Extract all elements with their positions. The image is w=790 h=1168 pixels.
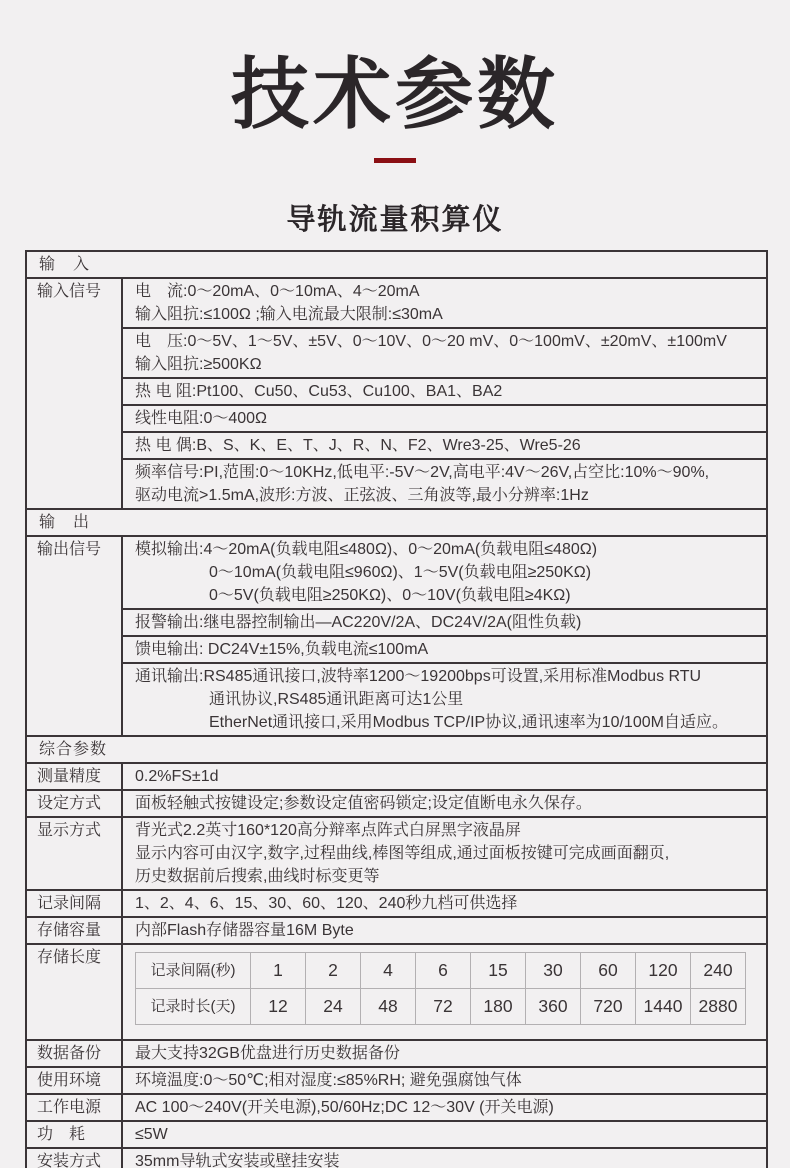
inner-cell: 72 bbox=[416, 988, 471, 1024]
table-row-input-signal bbox=[27, 277, 766, 508]
spec-text-line: 最大支持32GB优盘进行历史数据备份 bbox=[135, 1044, 400, 1062]
spec-item-analog-output bbox=[123, 537, 766, 608]
spec-text-line: 内部Flash存储器容量16M Byte bbox=[135, 921, 354, 939]
table-row-record-interval bbox=[27, 889, 766, 916]
row-value bbox=[123, 891, 766, 916]
row-label: 安装方式 bbox=[27, 1149, 123, 1168]
spec-item-comm-output bbox=[123, 662, 766, 735]
spec-text-line: 驱动电流>1.5mA,波形:方波、正弦波、三角波等,最小分辨率:1Hz bbox=[135, 486, 589, 504]
spec-text-line: 0～10mA(负载电阻≤960Ω)、1～5V(负载电阻≥250KΩ) bbox=[209, 563, 592, 581]
section-header-general: 综合参数 bbox=[27, 735, 766, 762]
inner-cell: 60 bbox=[581, 952, 636, 988]
spec-text-line: 频率信号:PI,范围:0～10KHz,低电平:-5V～2V,高电平:4V～26V,占空比:10%～90%, bbox=[135, 463, 710, 481]
spec-text-line: 输入阻抗:≥500KΩ bbox=[135, 355, 262, 373]
spec-text-line: 背光式2.2英寸160*120高分辩率点阵式白屏黑字液晶屏 bbox=[135, 821, 521, 839]
spec-text-line: 电 流:0～20mA、0～10mA、4～20mA bbox=[135, 282, 420, 300]
row-label: 设定方式 bbox=[27, 791, 123, 816]
row-label: 使用环境 bbox=[27, 1068, 123, 1093]
spec-item-rtd bbox=[123, 377, 766, 404]
row-value bbox=[123, 791, 766, 816]
spec-text-line: 报警输出:继电器控制输出—AC220V/2A、DC24V/2A(阻性负载) bbox=[135, 613, 582, 631]
row-label: 记录间隔 bbox=[27, 891, 123, 916]
table-row-installation bbox=[27, 1147, 766, 1168]
inner-cell: 360 bbox=[526, 988, 581, 1024]
inner-cell: 15 bbox=[471, 952, 526, 988]
inner-cell: 4 bbox=[361, 952, 416, 988]
spec-text-line: 电 压:0～5V、1～5V、±5V、0～10V、0～20 mV、0～100mV、±20mV、±100mV bbox=[135, 332, 727, 350]
table-row bbox=[136, 988, 746, 1024]
spec-text-line: 热 电 偶:B、S、K、E、T、J、R、N、F2、Wre3-25、Wre5-26 bbox=[135, 436, 581, 454]
spec-item bbox=[123, 764, 766, 789]
inner-row-header: 记录间隔(秒) bbox=[136, 952, 251, 988]
spec-text-line: 热 电 阻:Pt100、Cu50、Cu53、Cu100、BA1、BA2 bbox=[135, 382, 503, 400]
inner-cell: 6 bbox=[416, 952, 471, 988]
spec-text-line: 线性电阻:0～400Ω bbox=[135, 409, 268, 427]
inner-cell: 240 bbox=[691, 952, 746, 988]
spec-text-line: 1、2、4、6、15、30、60、120、240秒九档可供选择 bbox=[135, 894, 518, 912]
inner-cell: 120 bbox=[636, 952, 691, 988]
spec-item bbox=[123, 1122, 766, 1147]
section-header-input: 输 入 bbox=[39, 255, 91, 273]
spec-item-voltage bbox=[123, 327, 766, 377]
inner-cell: 1440 bbox=[636, 988, 691, 1024]
spec-text-line: 馈电输出: DC24V±15%,负载电流≤100mA bbox=[135, 640, 429, 658]
table-row-display-method bbox=[27, 816, 766, 889]
row-label: 显示方式 bbox=[27, 818, 123, 889]
page-title: 技术参数 bbox=[230, 50, 559, 138]
spec-item-alarm-output bbox=[123, 608, 766, 635]
spec-item-linear-resistance bbox=[123, 404, 766, 431]
spec-text-line: 35mm导轨式安装或壁挂安装 bbox=[135, 1152, 340, 1168]
row-value bbox=[123, 764, 766, 789]
spec-item bbox=[123, 818, 766, 889]
spec-text-line: 0.2%FS±1d bbox=[135, 767, 219, 785]
row-label: 测量精度 bbox=[27, 764, 123, 789]
row-label: 功 耗 bbox=[27, 1122, 123, 1147]
inner-cell: 24 bbox=[306, 988, 361, 1024]
inner-cell: 48 bbox=[361, 988, 416, 1024]
spec-item bbox=[123, 918, 766, 943]
row-value bbox=[123, 1095, 766, 1120]
storage-length-table bbox=[135, 952, 746, 1025]
spec-text-line: 历史数据前后搜索,曲线时标变更等 bbox=[135, 867, 380, 885]
row-label: 工作电源 bbox=[27, 1095, 123, 1120]
inner-cell: 180 bbox=[471, 988, 526, 1024]
table-row-environment bbox=[27, 1066, 766, 1093]
row-value bbox=[123, 818, 766, 889]
spec-item bbox=[123, 891, 766, 916]
spec-text-line: 通讯协议,RS485通讯距离可达1公里 bbox=[209, 690, 464, 708]
spec-item bbox=[123, 791, 766, 816]
spec-item-current bbox=[123, 279, 766, 327]
product-subtitle: 导轨流量积算仪 bbox=[286, 203, 504, 236]
table-row bbox=[136, 952, 746, 988]
section-header-output: 输 出 bbox=[27, 508, 766, 535]
row-label: 输出信号 bbox=[27, 537, 123, 735]
spec-item-feed-output bbox=[123, 635, 766, 662]
spec-text-line: EtherNet通讯接口,采用Modbus TCP/IP协议,通讯速率为10/100M自适应。 bbox=[209, 713, 728, 731]
spec-text-line: 模拟输出:4～20mA(负载电阻≤480Ω)、0～20mA(负载电阻≤480Ω) bbox=[135, 540, 598, 558]
table-row-setting-method bbox=[27, 789, 766, 816]
spec-table bbox=[25, 250, 768, 1168]
row-value bbox=[123, 1041, 766, 1066]
inner-cell: 2880 bbox=[691, 988, 746, 1024]
row-label: 存储容量 bbox=[27, 918, 123, 943]
table-row-data-backup bbox=[27, 1039, 766, 1066]
row-value bbox=[123, 279, 766, 508]
row-value bbox=[123, 945, 766, 1039]
row-value bbox=[123, 537, 766, 735]
spec-item bbox=[123, 1041, 766, 1066]
spec-text-line: 面板轻触式按键设定;参数设定值密码锁定;设定值断电永久保存。 bbox=[135, 794, 592, 812]
spec-text-line: 0～5V(负载电阻≥250KΩ)、0～10V(负载电阻≥4KΩ) bbox=[209, 586, 571, 604]
spec-item bbox=[123, 1149, 766, 1168]
table-row-accuracy bbox=[27, 762, 766, 789]
inner-cell: 30 bbox=[526, 952, 581, 988]
row-value bbox=[123, 1149, 766, 1168]
row-label: 输入信号 bbox=[27, 279, 123, 508]
spec-item bbox=[123, 1095, 766, 1120]
spec-item-frequency bbox=[123, 458, 766, 508]
inner-cell: 12 bbox=[251, 988, 306, 1024]
spec-item-thermocouple bbox=[123, 431, 766, 458]
inner-cell: 2 bbox=[306, 952, 361, 988]
spec-item bbox=[123, 1068, 766, 1093]
table-row-storage-capacity bbox=[27, 916, 766, 943]
title-underline bbox=[374, 158, 416, 163]
table-row-power-consumption bbox=[27, 1120, 766, 1147]
inner-row-header: 记录时长(天) bbox=[136, 988, 251, 1024]
row-label: 存储长度 bbox=[27, 945, 123, 1039]
row-value bbox=[123, 1068, 766, 1093]
inner-cell: 720 bbox=[581, 988, 636, 1024]
row-value bbox=[123, 918, 766, 943]
row-value bbox=[123, 1122, 766, 1147]
table-row-power-supply bbox=[27, 1093, 766, 1120]
spec-text-line: 显示内容可由汉字,数字,过程曲线,棒图等组成,通过面板按键可完成画面翻页, bbox=[135, 844, 670, 862]
table-row-output-signal bbox=[27, 535, 766, 735]
spec-text-line: 输入阻抗:≤100Ω ;输入电流最大限制:≤30mA bbox=[135, 305, 443, 323]
row-label: 数据备份 bbox=[27, 1041, 123, 1066]
spec-text-line: ≤5W bbox=[135, 1125, 168, 1143]
spec-text-line: 通讯输出:RS485通讯接口,波特率1200～19200bps可设置,采用标准Modbus RTU bbox=[135, 667, 702, 685]
spec-text-line: 环境温度:0～50℃;相对湿度:≤85%RH; 避免强腐蚀气体 bbox=[135, 1071, 522, 1089]
inner-cell: 1 bbox=[251, 952, 306, 988]
table-row-storage-length bbox=[27, 943, 766, 1039]
spec-text-line: AC 100～240V(开关电源),50/60Hz;DC 12～30V (开关电源) bbox=[135, 1098, 554, 1116]
